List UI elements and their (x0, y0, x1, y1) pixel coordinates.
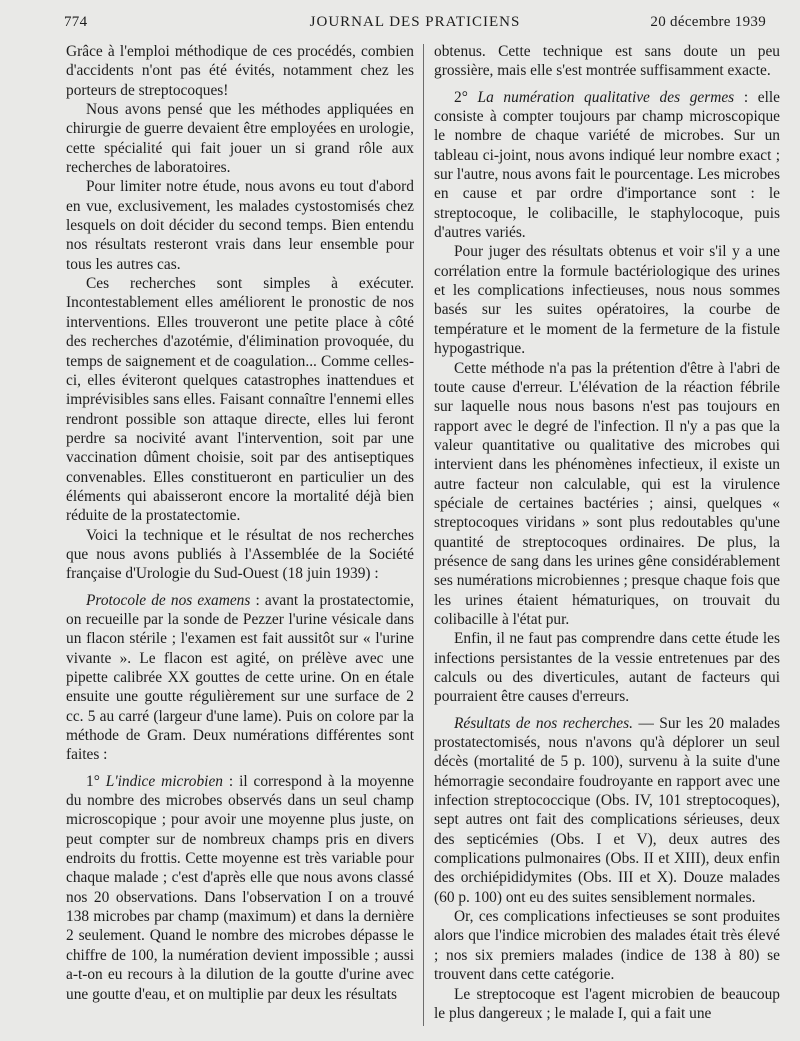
paragraph: Enfin, il ne faut pas comprendre dans cette étude les infections persistantes de la vessie entretenues par des calculs ou des diverticules, autant de facteurs qui pourraient être causes d'erreurs. (434, 630, 780, 706)
page-header (64, 14, 766, 38)
page-number: 774 (64, 14, 88, 30)
section-heading: Résultats de nos recherches. (454, 714, 633, 732)
paragraph: Ces recherches sont simples à exécuter. Incontestablement elles améliorent le pronostic de nos interventions. Elles trouveront une petite place à côté des recherches d'azotémie, d'élimination provoquée, du temps de saignement et de coagulation... Comme celles-ci, elles éviteront quelques catastrophes inattendues et imprévisibles sans elles. Faisant connaître l'ennemi elles rendront possible son attaque directe, elles lui feront perdre sa nocivité avant l'intervention, soit par une vaccination dûment choisie, soit par des antiseptiques convenables. Elles constitueront en particulier un des éléments qui abaisseront encore la mortalité déjà bien réduite de la prostatectomie. (66, 275, 414, 525)
right-column (434, 42, 780, 1023)
section-heading: La numération qualitative des germes (477, 88, 735, 106)
paragraph: Protocole de nos examens : avant la prostatectomie, on recueille par la sonde de Pezzer l'urine vésicale dans un flacon stérile ; l'examen est fait aussitôt sur « l'urine vivante ». Le flacon est agité, on prélève avec une pipette calibrée XX gouttes de cette urine. On en étale ensuite une goutte régulièrement sur une surface de 2 cc. 5 au carré (largeur d'une lame). Puis on colore par la méthode de Gram. Deux numérations différentes sont faites : (66, 591, 414, 764)
paragraph: 1° L'indice microbien : il correspond à la moyenne du nombre des microbes observés dans un seul champ microscopique ; pour avoir une moyenne plus juste, on peut compter sur de nombreux champs pris en divers endroits du frottis. Cette moyenne est très variable pour chaque malade ; c'est d'après elle que nous avons classé nos 20 observations. Dans l'observation I on a trouvé 138 microbes par champ (maximum) et dans la dernière 2 seulement. Quand le nombre des microbes dépasse le chiffre de 100, la numération devient impossible ; aussi a-t-on eu recours à la dilution de la goutte d'urine avec une goutte d'eau, et on multiplie par deux les résultats (66, 772, 414, 1003)
paragraph: Cette méthode n'a pas la prétention d'être à l'abri de toute cause d'erreur. L'élévation de la réaction fébrile sur laquelle nous nous basons n'est pas toujours en rapport avec le degré de l'infection. Il n'y a pas que la valeur quantitative ou qualitative des microbes qui intervient dans les phénomènes infectieux, il existe un autre facteur non calculable, qui est la virulence spéciale de certaines bactéries ; ainsi, quelques « streptocoques viridans » sont plus redoutables qu'une quantité de streptocoques ordinaires. De plus, la présence de sang dans les urines gêne considérablement ses numérations microbiennes ; presque chaque fois que les urines étaient hématuriques, on trouvait du colibacille à l'état pur. (434, 359, 780, 628)
section-heading: Protocole de nos examens (86, 591, 251, 609)
paragraph: Pour limiter notre étude, nous avons eu tout d'abord en vue, exclusivement, les malades cystostomisés chez lesquels on doit décider du second temps. Bien entendu nos résultats resteront vrais dans leur ensemble pour tous les autres cas. (66, 178, 414, 273)
journal-title: JOURNAL DES PRATICIENS (309, 14, 521, 30)
issue-date: 20 décembre 1939 (650, 14, 766, 30)
section-heading: L'indice microbien (105, 772, 223, 790)
left-column (66, 42, 414, 1004)
paragraph: Nous avons pensé que les méthodes appliquées en chirurgie de guerre devaient être employées en urologie, cette spécialité qui fait jouer un si grand rôle aux recherches de laboratoires. (66, 101, 414, 177)
paragraph: 2° La numération qualitative des germes : elle consiste à compter toujours par champ microscopique le nombre de chaque variété de microbes. Sur un tableau ci-joint, nous avons indiqué leur nombre exact ; sur l'autre, nous avons fait le pourcentage. Les microbes en cause et par ordre d'importance sont : le streptocoque, le colibacille, le staphylocoque, puis d'autres variés. (434, 88, 781, 242)
paragraph: Résultats de nos recherches. — Sur les 20 malades prostatectomisés, nous n'avons qu'à déplorer un seul décès (mortalité de 5 p. 100), survenu à la suite d'une hémorragie secondaire foudroyante en rapport avec une infection streptococcique (Obs. IV, 101 streptocoques), sept autres ont fait des complications sérieuses, deux des septicémies (Obs. I et V), deux autres des complications pulmonaires (Obs. II et XIII), deux enfin des orchiépididymites (Obs. III et X). Douze malades (60 p. 100) ont eu des suites sensiblement normales. (434, 714, 780, 906)
paragraph: Voici la technique et le résultat de nos recherches que nous avons publiés à l'Assemblée de la Société française d'Urologie du Sud-Ouest (18 juin 1939) : (66, 526, 414, 583)
paragraph: Or, ces complications infectieuses se sont produites alors que l'indice microbien des malades était très élevé ; nos six premiers malades (indice de 138 à 80) se trouvent dans cette catégorie. (434, 908, 780, 984)
paragraph: Grâce à l'emploi méthodique de ces procédés, combien d'accidents n'ont pas été évités, notamment chez les porteurs de streptocoques! (66, 43, 414, 99)
paragraph: Le streptocoque est l'agent microbien de beaucoup le plus dangereux ; le malade I, qui a fait une (434, 985, 780, 1022)
paragraph: obtenus. Cette technique est sans doute un peu grossière, mais elle s'est montrée suffisamment exacte. (434, 43, 780, 80)
column-divider (423, 44, 424, 1026)
paragraph: Pour juger des résultats obtenus et voir s'il y a une corrélation entre la formule bactériologique des urines et les complications infectieuses, nous nous sommes basés sur les suites opératoires, la courbe de température et le moment de la fermeture de la fistule hypogastrique. (434, 243, 780, 358)
